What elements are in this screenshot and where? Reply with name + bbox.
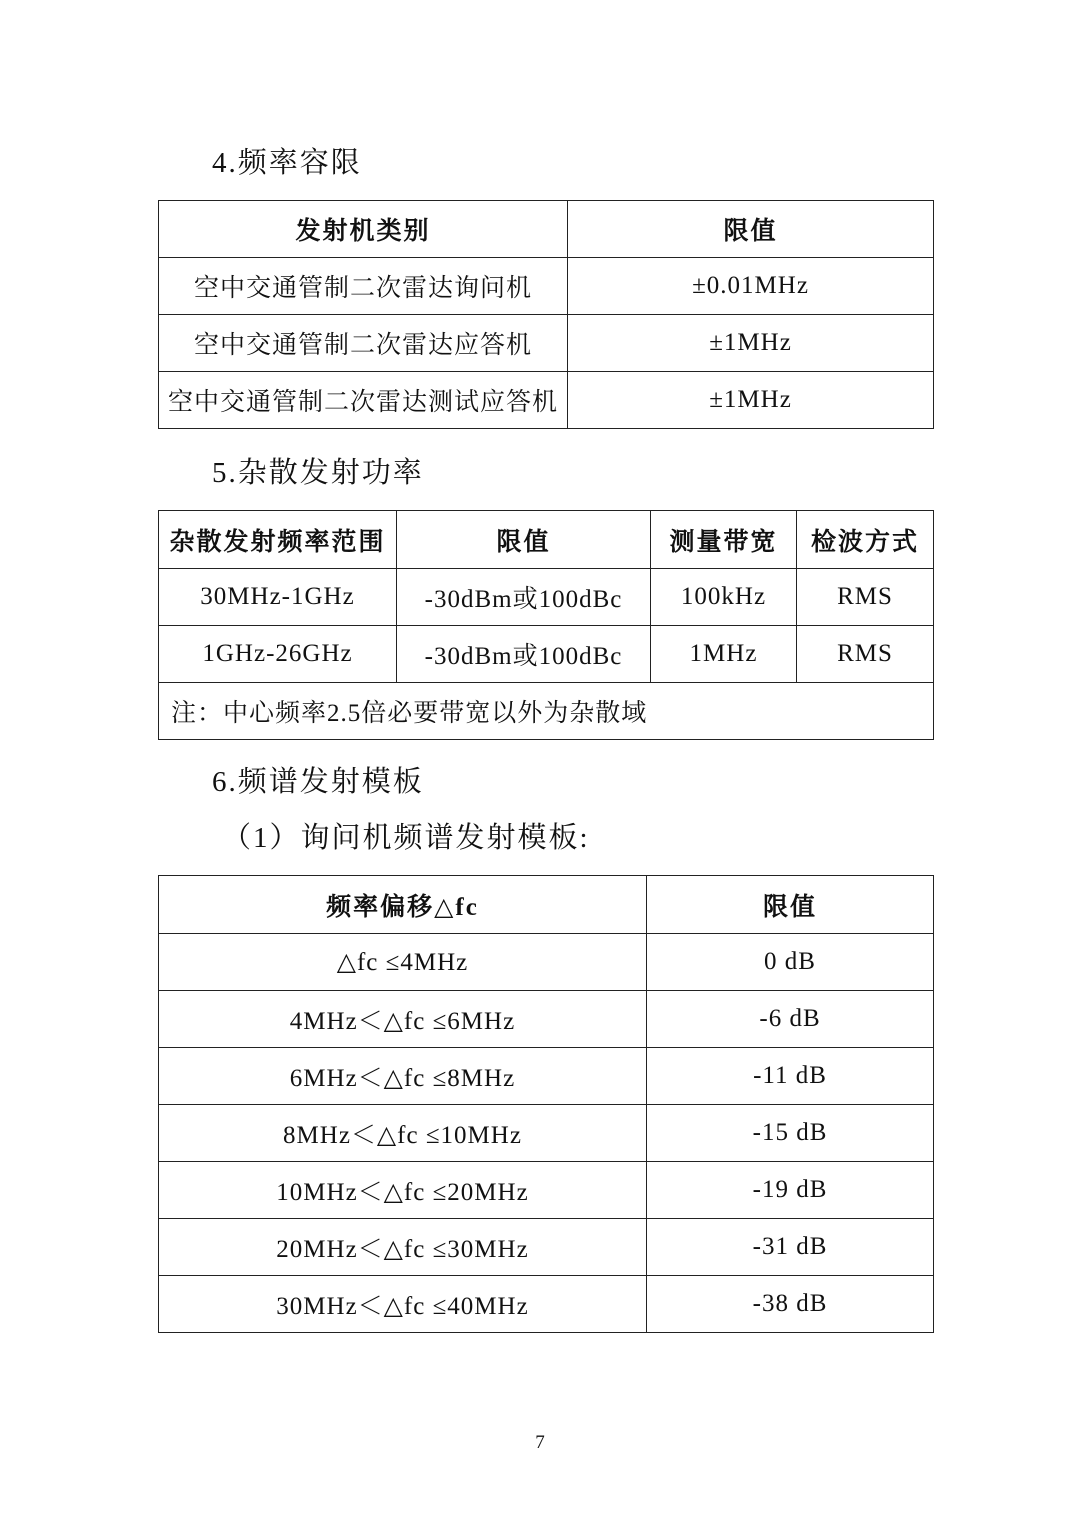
column-header: 频率偏移△fc bbox=[159, 876, 647, 934]
spectrum-mask-table bbox=[158, 875, 934, 1333]
table-cell: -15 dB bbox=[647, 1105, 934, 1162]
table-cell: -6 dB bbox=[647, 991, 934, 1048]
table-row bbox=[159, 569, 934, 626]
table-cell: -38 dB bbox=[647, 1276, 934, 1333]
table-cell: ±1MHz bbox=[568, 315, 934, 372]
table-cell: ±1MHz bbox=[568, 372, 934, 429]
table-row bbox=[159, 315, 934, 372]
page-number: 7 bbox=[535, 1432, 545, 1453]
column-header: 检波方式 bbox=[797, 511, 934, 569]
column-header: 限值 bbox=[397, 511, 651, 569]
table-cell: -19 dB bbox=[647, 1162, 934, 1219]
column-header: 限值 bbox=[568, 201, 934, 258]
table-cell: 100kHz bbox=[651, 569, 797, 626]
table-cell: RMS bbox=[797, 569, 934, 626]
column-header: 测量带宽 bbox=[651, 511, 797, 569]
column-header: 限值 bbox=[647, 876, 934, 934]
table-cell: 空中交通管制二次雷达询问机 bbox=[159, 258, 568, 315]
table-row bbox=[159, 991, 934, 1048]
table-cell: -11 dB bbox=[647, 1048, 934, 1105]
table-row bbox=[159, 372, 934, 429]
table-cell: 1GHz-26GHz bbox=[159, 626, 397, 683]
table-cell: -30dBm或100dBc bbox=[397, 569, 651, 626]
table-row bbox=[159, 1162, 934, 1219]
table-cell: 8MHz＜△fc ≤10MHz bbox=[159, 1105, 647, 1162]
table-cell: 30MHz-1GHz bbox=[159, 569, 397, 626]
table-cell: 30MHz＜△fc ≤40MHz bbox=[159, 1276, 647, 1333]
table-cell: RMS bbox=[797, 626, 934, 683]
table-header-row bbox=[159, 201, 934, 258]
table-cell: △fc ≤4MHz bbox=[159, 934, 647, 991]
table-row bbox=[159, 934, 934, 991]
table-cell: 6MHz＜△fc ≤8MHz bbox=[159, 1048, 647, 1105]
table-row bbox=[159, 1276, 934, 1333]
table-row bbox=[159, 1105, 934, 1162]
table-cell: 1MHz bbox=[651, 626, 797, 683]
table-cell: 4MHz＜△fc ≤6MHz bbox=[159, 991, 647, 1048]
table-cell: -30dBm或100dBc bbox=[397, 626, 651, 683]
table-row bbox=[159, 258, 934, 315]
table-header-row bbox=[159, 876, 934, 934]
section-5-heading: 5.杂散发射功率 bbox=[212, 457, 424, 489]
table-note-row bbox=[159, 683, 934, 740]
table-row bbox=[159, 626, 934, 683]
table-row bbox=[159, 1219, 934, 1276]
frequency-tolerance-table bbox=[158, 200, 934, 429]
table-cell: 10MHz＜△fc ≤20MHz bbox=[159, 1162, 647, 1219]
spurious-emission-table bbox=[158, 510, 934, 740]
section-4-heading: 4.频率容限 bbox=[212, 147, 362, 179]
column-header: 杂散发射频率范围 bbox=[159, 511, 397, 569]
table-cell: 20MHz＜△fc ≤30MHz bbox=[159, 1219, 647, 1276]
section-6-heading: 6.频谱发射模板 bbox=[212, 766, 424, 798]
table-header-row bbox=[159, 511, 934, 569]
table-cell: 空中交通管制二次雷达测试应答机 bbox=[159, 372, 568, 429]
table-cell: 0 dB bbox=[647, 934, 934, 991]
table-cell: -31 dB bbox=[647, 1219, 934, 1276]
table-note: 注：中心频率2.5倍必要带宽以外为杂散域 bbox=[159, 683, 934, 740]
section-6-subheading: （1）询问机频谱发射模板: bbox=[222, 822, 590, 854]
column-header: 发射机类别 bbox=[159, 201, 568, 258]
table-row bbox=[159, 1048, 934, 1105]
table-cell: 空中交通管制二次雷达应答机 bbox=[159, 315, 568, 372]
table-cell: ±0.01MHz bbox=[568, 258, 934, 315]
